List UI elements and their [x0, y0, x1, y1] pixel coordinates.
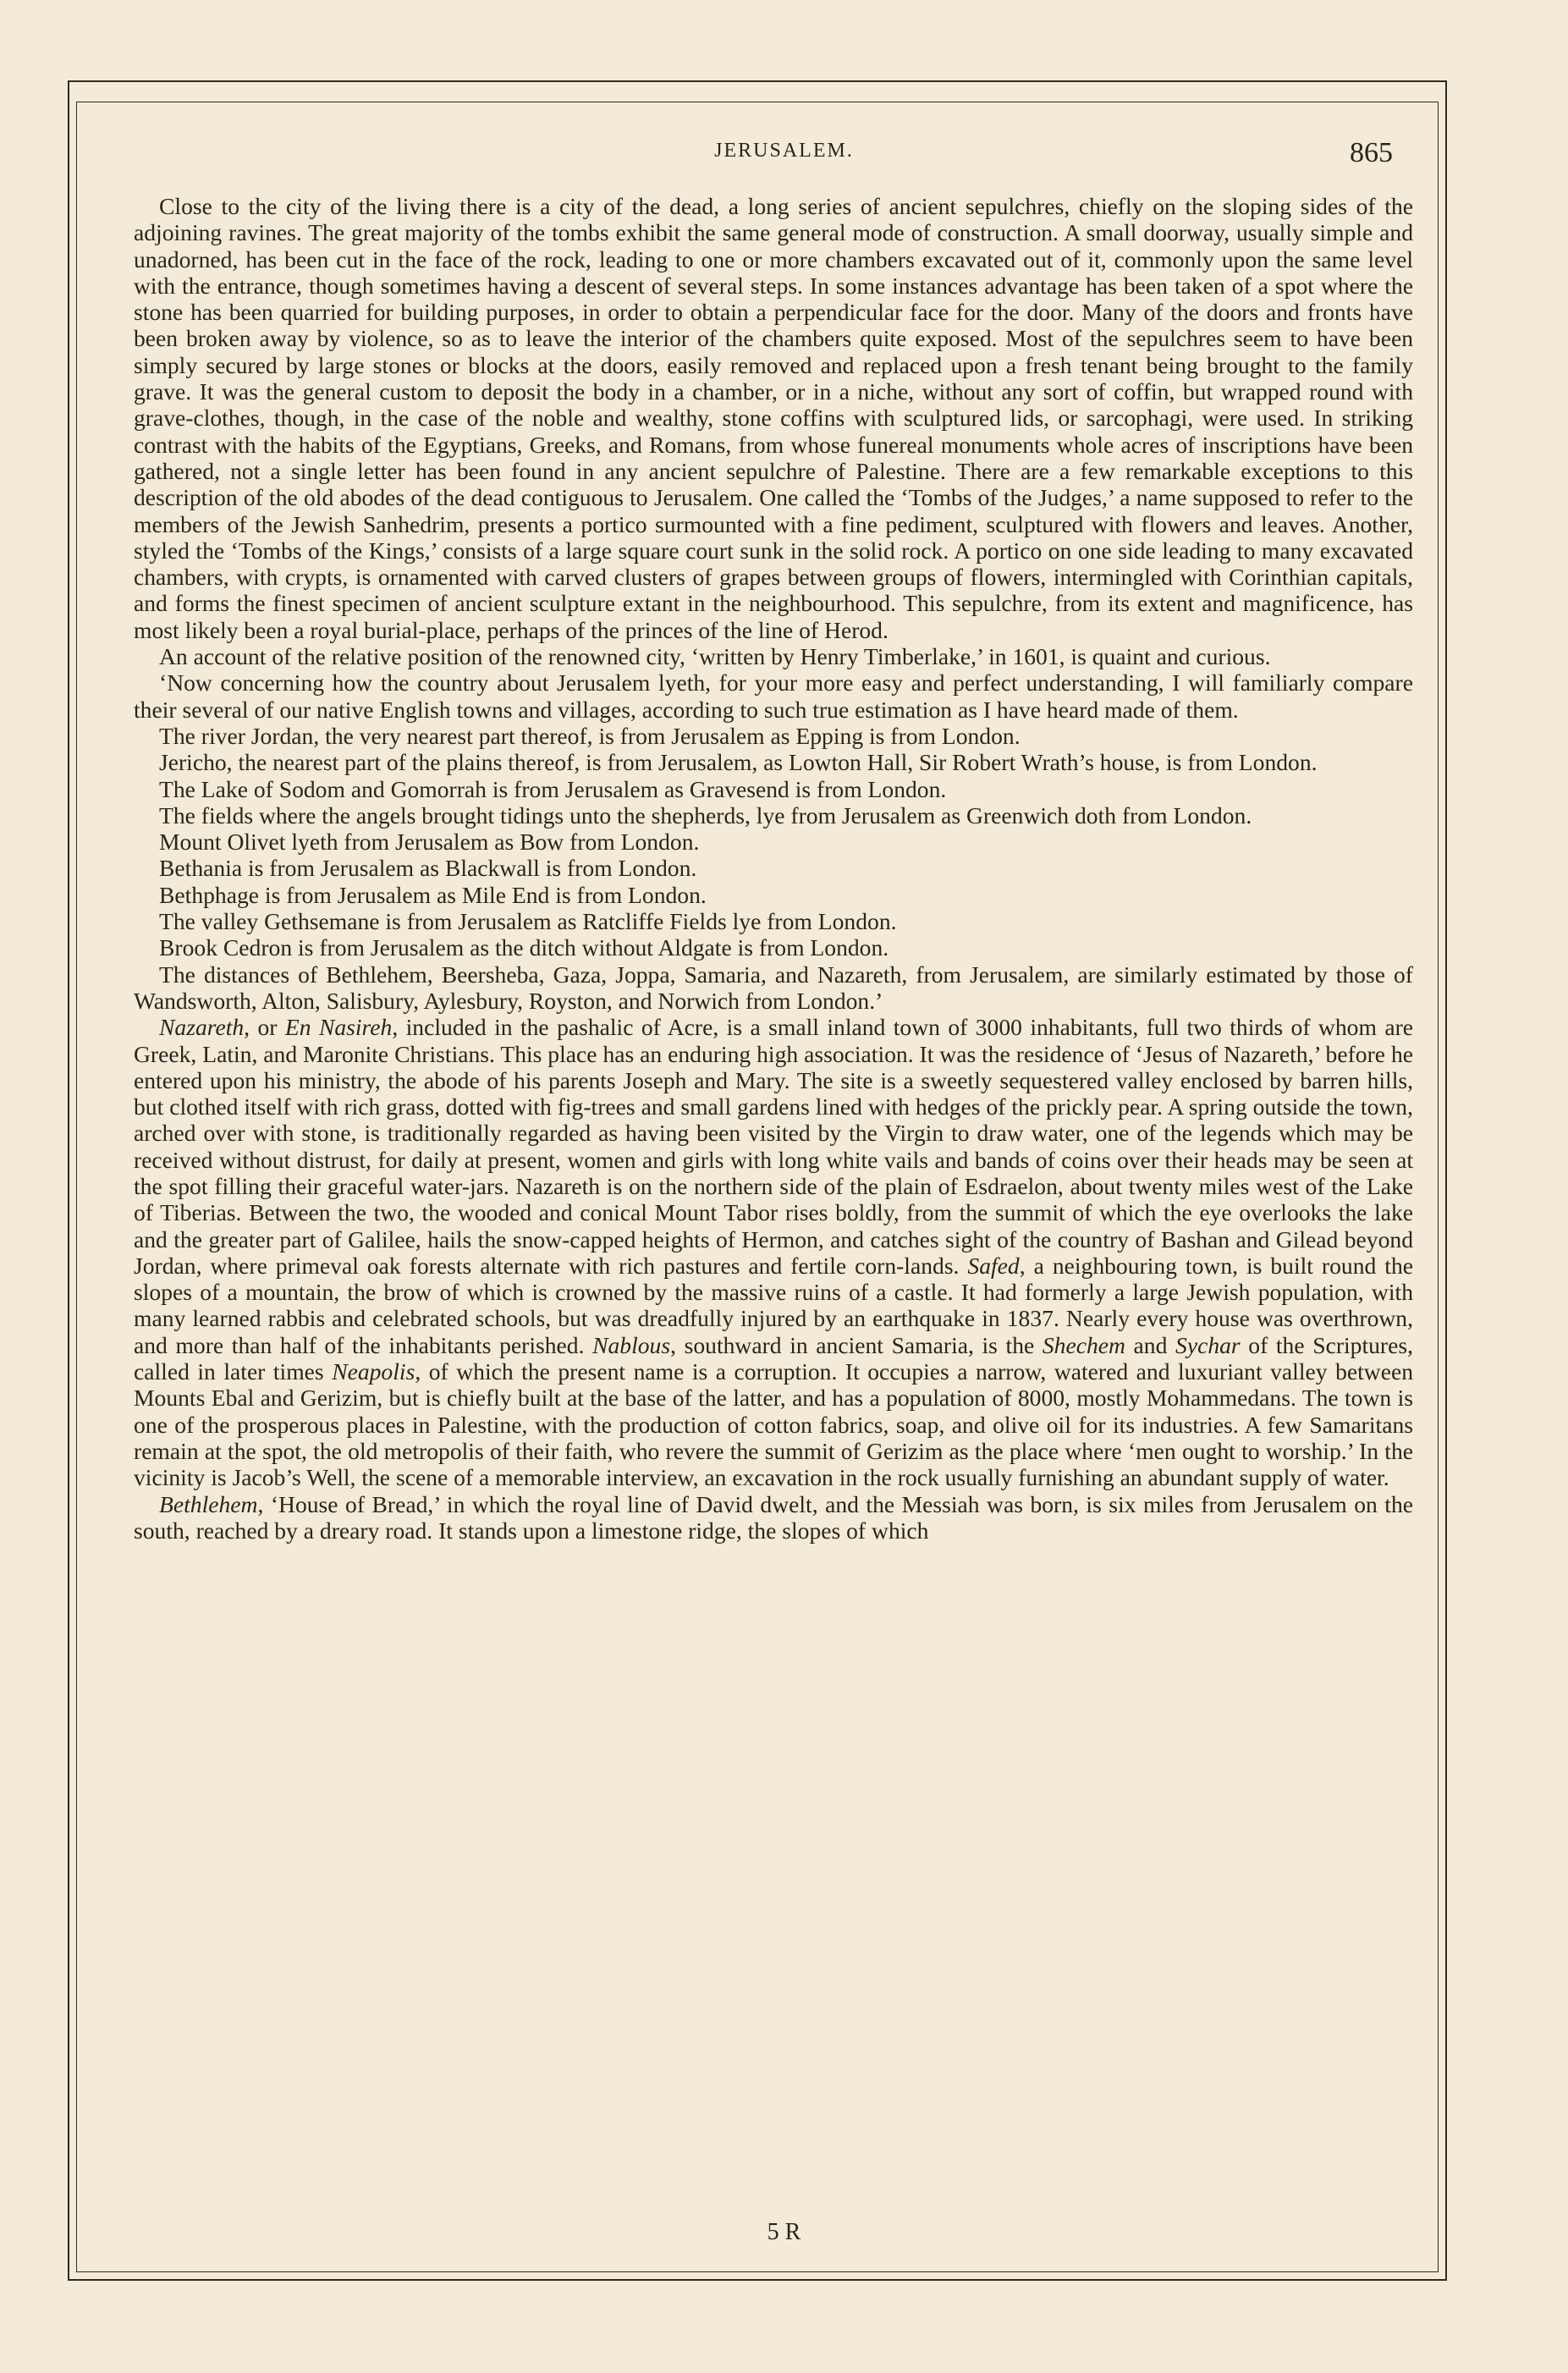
- text-run: , included in the pashalic of Acre, is a small inland town of 3000 inhabitants, full two thirds of whom are Greek, Latin, and Maronite Christians. This place has an enduring high association. It was the residence of ‘Jesus of Nazareth,’ before he entered upon his ministry, the abode of his parents Joseph and Mary. The site is a sweetly sequestered valley enclosed by barren hills, but clothed itself with rich grass, dotted with fig-trees and small gardens lined with hedges of the prickly pear. A spring outside the town, arched over with stone, is traditionally regarded as having been visited by the Virgin to draw water, one of the legends which may be received without distrust, for daily at present, women and girls with long white vails and bands of coins over their heads may be seen at the spot filling their graceful water-jars. Nazareth is on the northern side of the plain of Esdraelon, about twenty miles west of the Lake of Tiberias. Between the two, the wooded and conical Mount Tabor rises boldly, from the summit of which the eye overlooks the lake and the greater part of Galilee, hails the snow-capped heights of Hermon, and catches sight of the country of Bashan and Gilead beyond Jordan, where primeval oak forests alternate with rich pastures and fertile corn-lands.: [134, 1014, 1414, 1279]
- place-name: Nazareth: [159, 1014, 245, 1041]
- place-name: Neapolis: [332, 1358, 415, 1385]
- list-item: The fields where the angels brought tidings unto the shepherds, lye from Jerusalem as Greenwich doth from London.: [159, 801, 1252, 829]
- list-item: Bethania is from Jerusalem as Blackwall is from London.: [159, 855, 697, 882]
- paragraph-timberlake-intro: An account of the relative position of the renowned city, ‘written by Henry Timberlake,’ in 1601, is quaint and curious.: [159, 643, 1271, 670]
- text-run: , ‘House of Bread,’ in which the royal line of David dwelt, and the Messiah was born, is six miles from Jerusalem on the south, reached by a dreary road. It stands upon a limestone ridge, the slopes of which: [134, 1490, 1413, 1544]
- running-header: JERUSALEM.: [714, 140, 854, 162]
- text-run: , a neighbouring town, is built round the slopes of a mountain, the brow of which is crowned by the massive ruins of a castle. It had formerly a large Jewish population, with many learned rabbis and celebrated schools, but was dreadfully injured by an earthquake in 1837. Nearly every house was overthrown, and more than half of the inhabitants perished.: [134, 1252, 1413, 1358]
- place-name: Nablous: [592, 1331, 671, 1358]
- paragraph-bethlehem: [134, 1491, 1413, 1544]
- list-item: Mount Olivet lyeth from Jerusalem as Bow from London.: [159, 829, 700, 856]
- place-name: Safed: [967, 1252, 1020, 1279]
- list-item: The river Jordan, the very nearest part thereof, is from Jerusalem as Epping is from London.: [159, 722, 1021, 749]
- place-name: Shechem: [1042, 1331, 1125, 1358]
- text-run: , or: [244, 1014, 285, 1041]
- paragraph-tombs: Close to the city of the living there is a city of the dead, a long series of ancient sepulchres, chiefly on the sloping sides of the adjoining ravines. The great majority of the tombs exhibit the same general mode of construction. A small doorway, usually simple and unadorned, has been cut in the face of the rock, leading to one or more chambers excavated out of it, commonly upon the same level with the entrance, though sometimes having a descent of several steps. In some instances advantage has been taken of a spot where the stone has been quarried for building purposes, in order to obtain a perpendicular face for the door. Many of the doors and fronts have been broken away by violence, so as to leave the interior of the chambers quite exposed. Most of the sepulchres seem to have been simply secured by large stones or blocks at the doors, easily removed and replaced upon a fresh tenant being brought to the family grave. It was the general custom to deposit the body in a chamber, or in a niche, without any sort of coffin, but wrapped round with grave-clothes, though, in the case of the noble and wealthy, stone coffins with sculptured lids, or sarcophagi, were used. In striking contrast with the habits of the Egyptians, Greeks, and Romans, from whose funereal monuments whole acres of inscriptions have been gathered, not a single letter has been found in any ancient sepulchre of Palestine. There are a few remarkable exceptions to this description of the old abodes of the dead contiguous to Jerusalem. One called the ‘Tombs of the Judges,’ a name supposed to refer to the members of the Jewish Sanhedrim, presents a portico surmounted with a fine pediment, sculptured with flowers and leaves. Another, styled the ‘Tombs of the Kings,’ consists of a large square court sunk in the solid rock. A portico on one side leading to many excavated chambers, with crypts, is ornamented with carved clusters of grapes between groups of flowers, intermingled with Corinthian capitals, and forms the finest specimen of ancient sculpture extant in the neighbourhood. This sepulchre, from its extent and magnificence, has most likely been a royal burial-place, perhaps of the princes of the line of Herod.: [134, 193, 1413, 643]
- text-run: of the Scriptures, called in later times: [134, 1331, 1414, 1385]
- list-item: The valley Gethsemane is from Jerusalem as Ratcliffe Fields lye from London.: [159, 908, 897, 935]
- list-item: Brook Cedron is from Jerusalem as the ditch without Aldgate is from London.: [159, 934, 889, 961]
- place-name: Sychar: [1175, 1331, 1241, 1358]
- paragraph-quote-start: ‘Now concerning how the country about Jerusalem lyeth, for your more easy and perfect understanding, I will familiarly compare their several of our native English towns and villages, according to such true estimation as I have heard made of them.: [134, 669, 1413, 723]
- signature-mark: 5 R: [767, 2219, 801, 2245]
- list-item: The Lake of Sodom and Gomorrah is from Jerusalem as Gravesend is from London.: [159, 775, 947, 802]
- place-name: Bethlehem: [159, 1490, 258, 1517]
- text-run: , southward in ancient Samaria, is the: [670, 1331, 1043, 1358]
- list-item: Jericho, the nearest part of the plains thereof, is from Jerusalem, as Lowton Hall, Sir Robert Wrath’s house, is from London.: [159, 749, 1318, 776]
- body-text: [134, 193, 1413, 1544]
- paragraph-nazareth: [134, 1014, 1413, 1490]
- place-name: En Nasireh: [284, 1014, 393, 1041]
- paragraph-quote-end: The distances of Bethlehem, Beersheba, Gaza, Joppa, Samaria, and Nazareth, from Jerusalem, are similarly estimated by those of Wandsworth, Alton, Salisbury, Aylesbury, Royston, and Norwich from London.’: [134, 961, 1413, 1014]
- text-run: , of which the present name is a corruption. It occupies a narrow, watered and luxuriant valley between Mounts Ebal and Gerizim, but is chiefly built at the base of the latter, and has a population of 8000, mostly Mohammedans. The town is one of the prosperous places in Palestine, with the production of cotton fabrics, soap, and olive oil for its industries. A few Samaritans remain at the spot, the old metropolis of their faith, who revere the summit of Gerizim as the place where ‘men ought to worship.’ In the vicinity is Jacob’s Well, the scene of a memorable interview, an excavation in the rock usually furnishing an abundant supply of water.: [134, 1358, 1413, 1491]
- text-run: and: [1125, 1331, 1176, 1358]
- list-item: Bethphage is from Jerusalem as Mile End is from London.: [159, 881, 707, 908]
- page-number: 865: [1350, 137, 1393, 168]
